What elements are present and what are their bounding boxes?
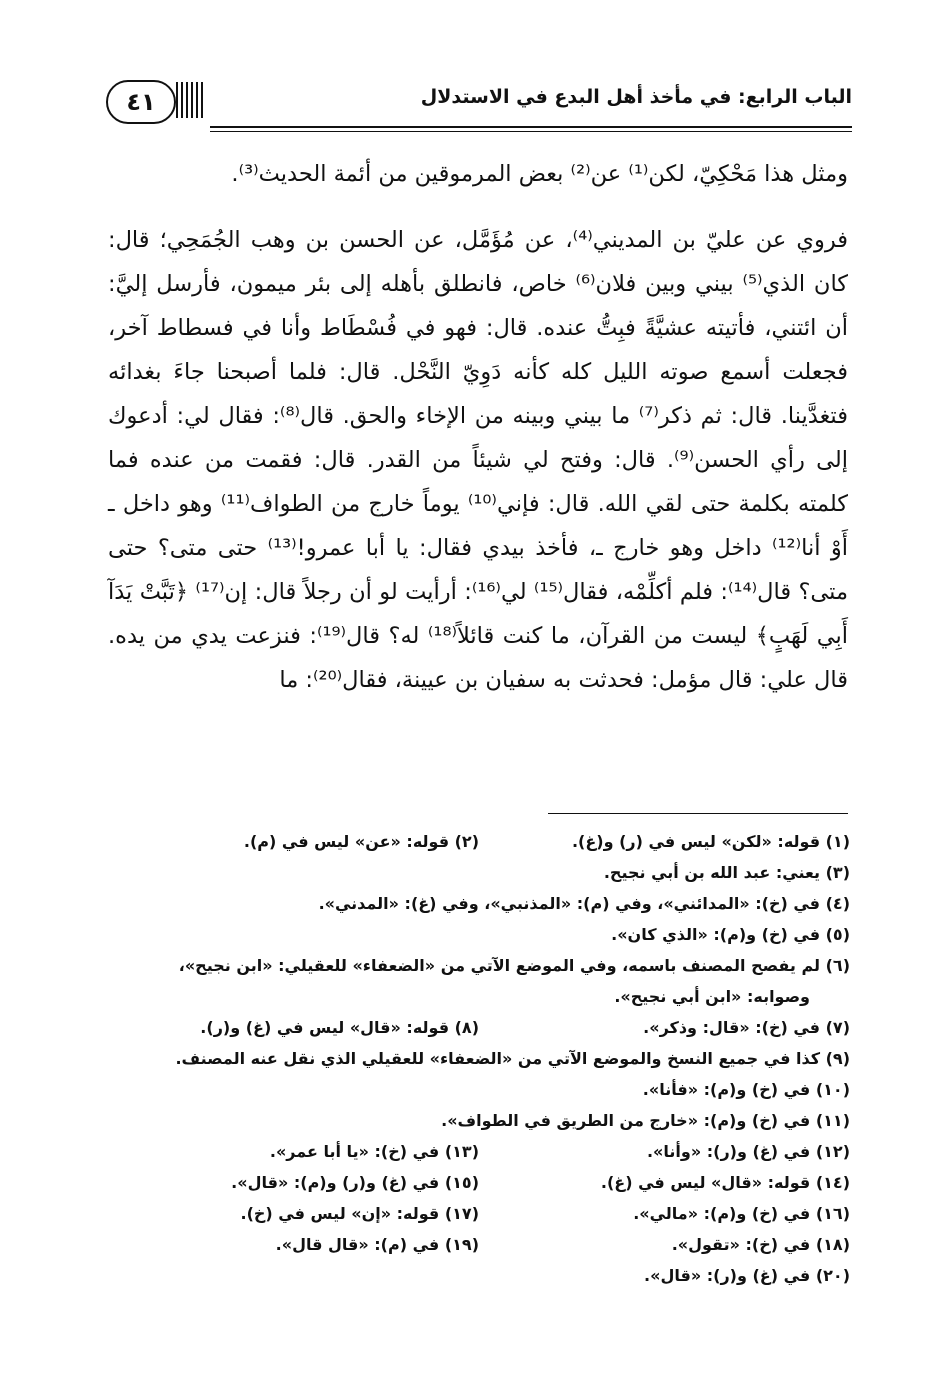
- footnote-15: (١٥) في (غ) و(ر) و(م): «قال».: [231, 1173, 479, 1192]
- paragraph-2: فروي عن عليّ بن المديني⁽⁴⁾، عن مُؤَمَّل، عن الحسن بن وهب الجُمَحِي؛ قال: كان الذي⁽⁵⁾ بيني وبين فلان⁽⁶⁾ خاص، فانطلق بأهله إلى بئر ميمون، فأرسل إليَّ: أن ائتني، فأتيته عشيَّةً فبِتُّ عنده. قال: فهو في فُسْطَاط وأنا في فسطاط آخر، فجعلت أسمع صوته الليل كله كأنه دَوِيّ النَّحْل. قال: فلما أصبحنا جاءَ بغدائه فتغدَّينا. قال: ثم ذكر⁽⁷⁾ ما بيني وبينه من الإخاء والحق. قال⁽⁸⁾: فقال لي: أدعوك إلى رأي الحسن⁽⁹⁾. قال: وفتح لي شيئاً من القدر. قال: فقمت من عنده فما كلمته بكلمة حتى لقي الله. قال: فإني⁽¹⁰⁾ يوماً خارج من الطواف⁽¹¹⁾ وهو داخل ـ أَوْ أنا⁽¹²⁾ داخل وهو خارج ـ، فأخذ بيدي فقال: يا أبا عمرو!⁽¹³⁾ حتى متى؟ حتى متى؟ قال⁽¹⁴⁾: فلم أكلِّمْه، فقال⁽¹⁵⁾ لي⁽¹⁶⁾: أرأيت لو أن رجلاً قال: إن⁽¹⁷⁾ ﴿تَبَّتْ يَدَآ أَبِي لَهَبٍ﴾ ليست من القرآن، ما كنت قائلاً⁽¹⁸⁾ له؟ قال⁽¹⁹⁾: فنزعت يدي من يده. قال علي: قال مؤمل: فحدثت به سفيان بن عيينة، فقال⁽²⁰⁾: ما: [108, 227, 849, 693]
- footnote-row: [108, 1012, 850, 1043]
- footnote-16: (١٦) في (خ) و(م): «مالي».: [633, 1204, 850, 1223]
- footnote-5: (٥) في (خ) و(م): «الذي كان».: [611, 925, 850, 944]
- paragraph-1: ومثل هذا مَحْكِيّ، لكن⁽¹⁾ عن⁽²⁾ بعض المرموقين من أئمة الحديث⁽³⁾.: [231, 161, 848, 187]
- header-rule-thin: [210, 131, 852, 132]
- footnote-14: (١٤) قوله: «قال» ليس في (غ).: [600, 1173, 850, 1192]
- footnote-8: (٨) قوله: «قال» ليس في (غ) و(ر).: [200, 1018, 479, 1037]
- footnote-row: [108, 1229, 850, 1260]
- footnote-6-continued: وصوابه: «ابن أبي نجيح».: [614, 987, 810, 1006]
- footnote-10: (١٠) في (خ) و(م): «فأنا».: [642, 1080, 850, 1099]
- footnote-1: (١) قوله: «لكن» ليس في (ر) و(غ).: [571, 832, 850, 851]
- footnote-row: [108, 1136, 850, 1167]
- footnotes: [108, 826, 850, 1291]
- chapter-title: الباب الرابع: في مأخذ أهل البدع في الاستدلال: [420, 86, 852, 108]
- footnote-6: (٦) لم يفصح المصنف باسمه، وفي الموضع الآتي من «الضعفاء» للعقيلي: «ابن نجيح»،: [178, 956, 850, 975]
- page-header: [100, 72, 852, 128]
- footnote-7: (٧) في (خ): «قال: وذكر».: [643, 1018, 850, 1037]
- footnote-20: (٢٠) في (غ) و(ر): «قال».: [644, 1266, 850, 1285]
- footnote-12: (١٢) في (غ) و(ر): «وأنا».: [646, 1142, 850, 1161]
- decorative-stripes: [176, 82, 206, 118]
- footnote-row: [108, 1198, 850, 1229]
- footnote-9: (٩) كذا في جميع النسخ والموضع الآتي من «الضعفاء» للعقيلي الذي نقل عنه المصنف.: [175, 1049, 850, 1068]
- footnote-4: (٤) في (خ): «المدائني»، وفي (م): «المذنبي»، وفي (غ): «المدني».: [318, 894, 850, 913]
- footnote-18: (١٨) في (خ): «تقول».: [671, 1235, 850, 1254]
- footnote-row: [108, 826, 850, 857]
- footnote-divider: [548, 813, 848, 814]
- main-text: [108, 152, 848, 702]
- footnote-19: (١٩) في (م): «قال قال».: [275, 1235, 479, 1254]
- footnote-2: (٢) قوله: «عن» ليس في (م).: [243, 832, 479, 851]
- footnote-17: (١٧) قوله: «إن» ليس في (خ).: [240, 1204, 479, 1223]
- header-rule: [210, 126, 852, 128]
- page-number: ٤١: [126, 88, 156, 116]
- page-number-badge: [106, 80, 176, 124]
- footnote-row: [108, 1167, 850, 1198]
- footnote-3: (٣) يعني: عبد الله بن أبي نجيح.: [603, 863, 850, 882]
- footnote-13: (١٣) في (خ): «يا أبا عمر».: [269, 1142, 479, 1161]
- footnote-11: (١١) في (خ) و(م): «خارج من الطريق في الطواف».: [441, 1111, 850, 1130]
